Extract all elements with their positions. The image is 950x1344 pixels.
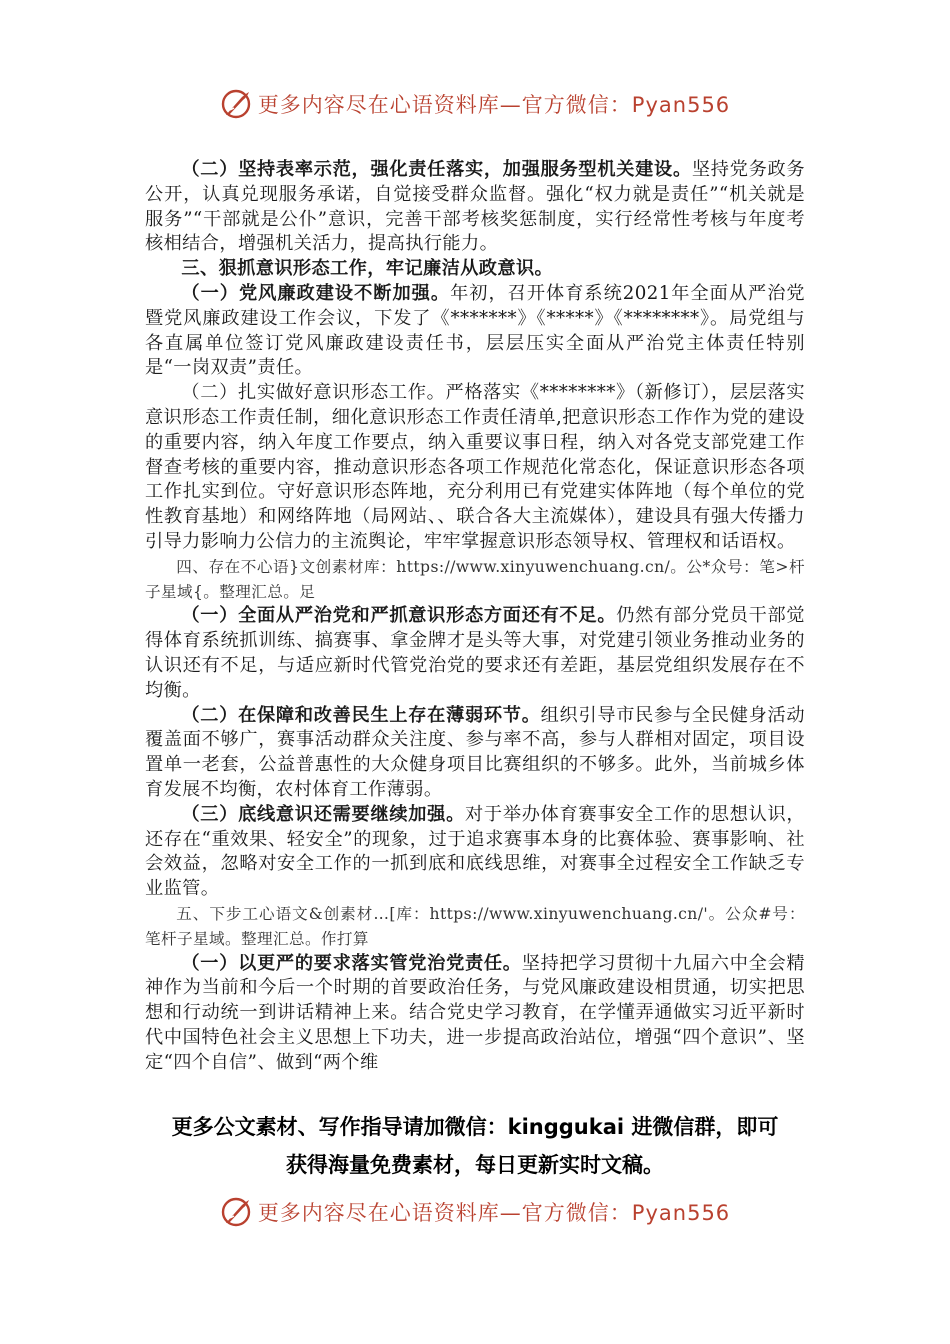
paragraph-7-heading: （二）在保障和改善民生上存在薄弱环节。 [181,704,541,726]
paragraph-10-heading: （一）以更严的要求落实管党治党责任。 [181,952,522,974]
paragraph-8-heading: （三）底线意识还需要继续加强。 [181,803,465,825]
paragraph-3-heading: （一）党风廉政建设不断加强。 [181,282,451,304]
paragraph-3-text: 年初，召开体育系统2021年全面从严治党暨党风廉政建设工作会议，下发了《*******》《*****》《********》。局党组与各直属单位签订党风廉政建设责任书，层层压实全面从严治党主体责任特别是“一岗双责”责任。 [145,282,805,379]
footer-banner-text: 更多内容尽在心语资料库—官方微信：Pyan556 [257,1201,731,1225]
paragraph-8 [145,803,805,902]
quill-logo-icon [220,1196,252,1228]
paragraph-6 [145,604,805,703]
paragraph-3 [145,282,805,381]
paragraph-8-text: 对于举办体育赛事安全工作的思想认识，还存在“重效果、轻安全”的现象，过于追求赛事本身的比赛体验、赛事影响、社会效益，忽略对安全工作的一抓到底和底线思维，对赛事全过程安全工作缺乏专业监管。 [145,803,805,900]
section-3-title: 三、狠抓意识形态工作，牢记廉洁从政意识。 [181,258,554,280]
header-banner [0,84,950,124]
section-3-heading [145,257,805,282]
paragraph-6-text: 仍然有部分党员干部觉得体育系统抓训练、搞赛事、拿金牌才是头等大事，对党建引领业务推动业务的认识还有不足，与适应新时代管党治党的要求还有差距，基层党组织发展存在不均衡。 [145,605,805,701]
paragraph-4 [145,381,805,555]
section-5-heading [145,902,805,952]
paragraph-1-text: 坚持党务政务公开，认真兑现服务承诺，自觉接受群众监督。强化“权力就是责任”“机关就是服务”“干部就是公仆”意识，完善干部考核奖惩制度，实行经常性考核与年度考核相结合，增强机关活力，提高执行能力。 [145,159,805,255]
paragraph-1-heading: （二）坚持表率示范，强化责任落实，加强服务型机关建设。 [181,159,692,180]
paragraph-6-heading: （一）全面从严治党和严抓意识形态方面还有不足。 [181,605,617,627]
section-4-title: 四、存在不心语}文创素材库：https://www.xinyuwenchuang.cn/。公*众号：笔>杆子星域{。整理汇总。足 [145,557,805,601]
section-5-title: 五、下步工心语文&创素材…[库：https://www.xinyuwenchuang.cn/'。公众#号：笔杆子星域。整理汇总。作打算 [145,904,805,948]
section-4-heading [145,555,805,605]
paragraph-10 [145,952,805,1076]
paragraph-1 [145,158,805,257]
footer-banner [0,1192,950,1232]
document-body [145,158,805,1075]
quill-logo-icon [220,88,252,120]
paragraph-10-text: 坚持把学习贯彻十九届六中全会精神作为当前和今后一个时期的首要政治任务，与党风廉政建设相贯通，切实把思想和行动统一到讲话精神上来。结合党史学习教育，在学懂弄通做实习近平新时代中国特色社会主义思想上下功夫，进一步提高政治站位，增强“四个意识”、坚定“四个自信”、做到“两个维 [145,952,805,1073]
paragraph-4-text: （二）扎实做好意识形态工作。严格落实《********》（新修订），层层落实意识形态工作责任制，细化意识形态工作责任清单,把意识形态工作作为党的建设的重要内容，纳入年度工作要点，纳入重要议事日程，纳入对各党支部党建工作督查考核的重要内容，推动意识形态各项工作规范化常态化，保证意识形态各项工作扎实到位。守好意识形态阵地，充分利用已有党建实体阵地（每个单位的党性教育基地）和网络阵地（局网站、、联合各大主流媒体），建设具有强大传播力引导力影响力公信力的主流舆论，牢牢掌握意识形态领导权、管理权和话语权。 [145,382,805,552]
promo-line-1: 更多公文素材、写作指导请加微信：kinggukai 进微信群，即可 [171,1115,779,1139]
promo-notice [0,1108,950,1184]
header-banner-text: 更多内容尽在心语资料库—官方微信：Pyan556 [257,93,731,117]
paragraph-7 [145,704,805,803]
paragraph-7-text: 组织引导市民参与全民健身活动覆盖面不够广，赛事活动群众关注度、参与率不高，参与人群相对固定，项目设置单一老套，公益普惠性的大众健身项目比赛组织的不够多。此外，当前城乡体育发展不均衡，农村体育工作薄弱。 [145,704,805,800]
promo-line-2: 获得海量免费素材，每日更新实时文稿。 [286,1153,664,1177]
